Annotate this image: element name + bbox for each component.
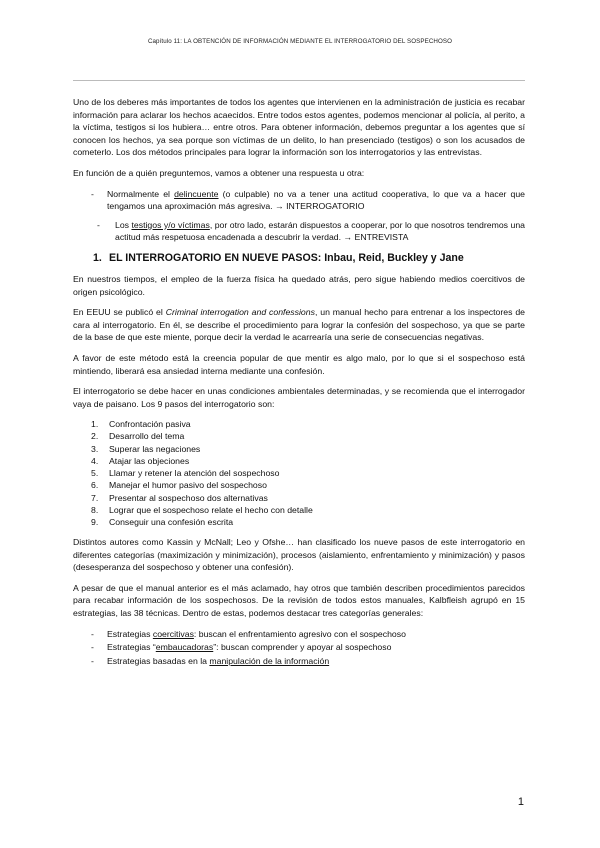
strategy-categories-list	[73, 628, 525, 668]
list-item: 8. Lograr que el sospechoso relate el hecho con detalle	[91, 504, 313, 515]
section-paragraph-6: A pesar de que el manual anterior es el más aclamado, hay otros que también describen procedimientos parecidos para recabar información de los sospechosos. De la revisión de todos estos manuales, Kalbfleish agrupó en 15 estrategias, las 38 técnicas. Dentro de estas, podemos destacar tres categorías generales:	[73, 582, 525, 619]
underlined-term: embaucadoras	[155, 642, 214, 653]
list-item: - Estrategias “embaucadoras”: buscan comprender y apoyar al sospechoso	[91, 642, 392, 653]
page-number: 1	[517, 796, 524, 808]
section-number: 1.	[93, 251, 102, 264]
dash-bullet: -	[91, 188, 94, 199]
underlined-term: delincuente	[174, 188, 219, 199]
list-item: - Estrategias basadas en la manipulación de la información	[91, 655, 330, 666]
list-item: 4. Atajar las objeciones	[91, 455, 190, 466]
list-item: 7. Presentar al sospechoso dos alternativas	[91, 492, 268, 503]
list-item: - Los testigos y/o víctimas, por otro lado, estarán dispuestos a cooperar, por lo que nosotros tendremos una actitud más respetuosa encadenada a descubrir la verdad. → ENTREVISTA	[97, 219, 525, 243]
dash-bullet: -	[91, 628, 94, 639]
list-item: 9. Conseguir una confesión escrita	[91, 516, 234, 527]
running-header: Capítulo 11: LA OBTENCIÓN DE INFORMACIÓN MEDIANTE EL INTERROGATORIO DEL SOSPECHOSO	[147, 38, 453, 45]
list-item: 6. Manejar el humor pasivo del sospechoso	[91, 480, 267, 491]
underlined-term: testigos y/o víctimas	[131, 219, 210, 230]
list-item: 3. Superar las negaciones	[91, 443, 201, 454]
dash-bullet: -	[97, 219, 100, 230]
section-paragraph-1: En nuestros tiempos, el empleo de la fuerza física ha quedado atrás, pero sigue habiendo medios coercitivos de origen psicológico.	[73, 273, 525, 297]
document-body	[73, 96, 525, 675]
list-item: - Estrategias coercitivas: buscan el enfrentamiento agresivo con el sospechoso	[91, 628, 406, 639]
intro-paragraph-2: En función de a quién preguntemos, vamos a obtener una respuesta u otra:	[73, 167, 365, 178]
list-item: 5. Llamar y retener la atención del sospechoso	[91, 468, 280, 479]
list-item: - Normalmente el delincuente (o culpable) no va a tener una actitud cooperativa, lo que va a hacer que tengamos una aproximación más agresiva. → INTERROGATORIO	[91, 188, 525, 212]
underlined-term: coercitivas	[152, 628, 194, 639]
response-type-list	[73, 188, 525, 244]
intro-paragraph-1: Uno de los deberes más importantes de todos los agentes que intervienen en la administración de justicia es recabar información para aclarar los hechos acaecidos. Entre todos estos agentes, podemos mencionar al policía, al perito, a la víctima, testigos si los hubiera… entre otros. Para obtener información, debemos preguntar a los agentes que sí conocen los hechos, ya sea porque son víctimas de un delito, lo han presenciado (testigos) o son los acusados de cometerlo. Los dos métodos principales para lograr la información son los interrogatorios y las entrevistas.	[73, 97, 525, 158]
book-title: Criminal interrogation and confessions	[165, 307, 315, 318]
header-divider	[73, 80, 525, 81]
dash-bullet: -	[91, 655, 94, 666]
section-paragraph-4: El interrogatorio se debe hacer en unas condiciones ambientales determinadas, y se recomienda que el interrogador vaya de paisano. Los 9 pasos del interrogatorio son:	[73, 386, 525, 409]
underlined-term: manipulación de la información	[209, 655, 330, 666]
nine-steps-list	[73, 418, 525, 528]
section-paragraph-3: A favor de este método está la creencia popular de que mentir es algo malo, por lo que si el sospechoso está mintiendo, liberará esa ansiedad interna mediante una confesión.	[73, 352, 525, 376]
section-paragraph-2: En EEUU se publicó el Criminal interrogation and confessions, un manual hecho para entrenar a los inspectores de cara al interrogatorio. En él, se describe el procedimiento para lograr la confesión del sospechoso, ya que se parte de la base de que este miente, porque decir la verdad le acarrearía una serie de consecuencias negativas.	[73, 307, 526, 343]
list-item: 2. Desarrollo del tema	[91, 431, 185, 442]
section-title: EL INTERROGATORIO EN NUEVE PASOS: Inbau, Reid, Buckley y Jane	[109, 251, 464, 264]
section-heading	[93, 252, 525, 265]
section-paragraph-5: Distintos autores como Kassin y McNall; Leo y Ofshe… han clasificado los nueve pasos de este interrogatorio en diferentes categorías (maximización y minimización), procesos (aislamiento, enfrentamiento y minimización) y pasos (desesperanza del sospechoso y obtener una confesión).	[73, 537, 525, 573]
list-item: 1. Confrontación pasiva	[91, 419, 191, 430]
dash-bullet: -	[91, 642, 94, 653]
